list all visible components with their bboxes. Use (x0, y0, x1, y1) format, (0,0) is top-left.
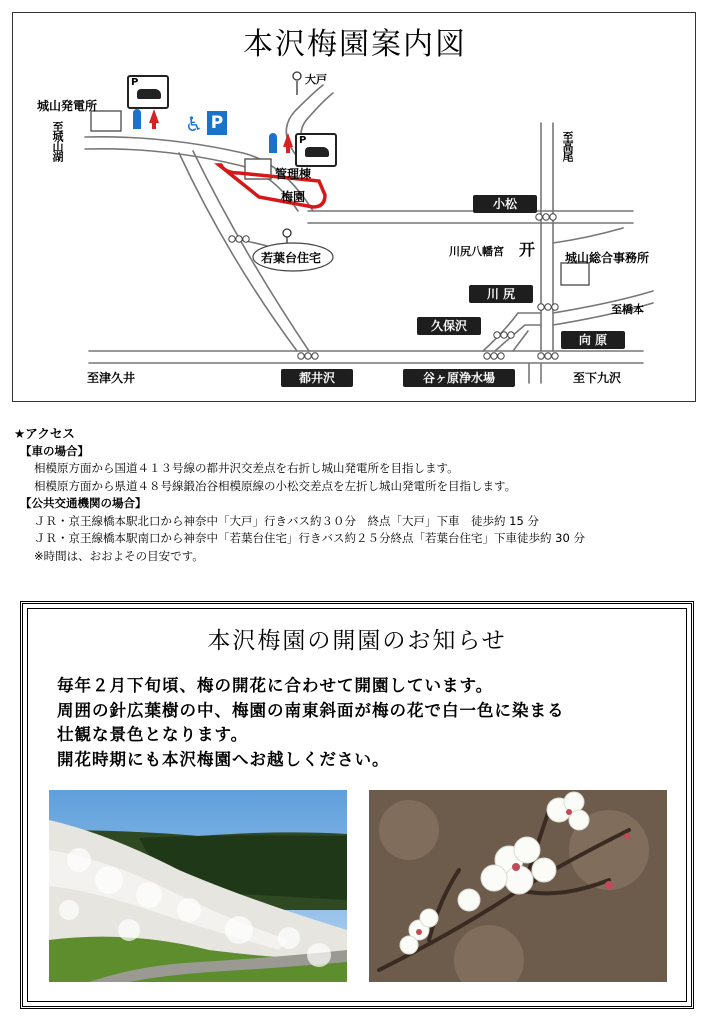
notice-line: 開花時期にも本沢梅園へお越しください。 (57, 749, 390, 769)
car-line: 相模原方面から県道４８号線鍛冶谷相模原線の小松交差点を左折し城山発電所を目指します。 (34, 478, 517, 493)
parking-icon: P (295, 133, 337, 167)
car-icon (137, 89, 161, 99)
guide-map (12, 12, 696, 402)
notice-line: 周囲の針広葉樹の中、梅園の南東斜面が梅の花で白一色に染まる (57, 700, 565, 720)
notice-line: 壮観な景色となります。 (57, 725, 249, 744)
notice-title: 本沢梅園の開園のお知らせ (207, 628, 507, 654)
restroom-icon (267, 133, 295, 155)
restroom-icon (131, 109, 163, 131)
label-shiroyama-office: 城山総合事務所 (565, 251, 650, 265)
notice-line: 毎年２月下旬頃、梅の開花に合わせて開園しています。 (57, 676, 494, 695)
label-to-takao: 至高尾 (561, 131, 574, 161)
opening-notice (20, 601, 694, 1009)
time-note: ※時間は、おおよその目安です。 (34, 548, 204, 563)
transit-line: ＪＲ・京王線橋本駅南口から神奈中「若葉台住宅」行きバス約２５分終点「若葉台住宅」下車徒歩約 30 分 (34, 531, 585, 545)
label-to-hashimoto: 至橋本 (611, 303, 644, 316)
plum-blossom-photo (369, 790, 667, 982)
label-kawajiri: 川 尻 (469, 285, 533, 303)
label-yagahara: 谷ヶ原浄水場 (403, 369, 515, 387)
notice-body (57, 674, 565, 772)
label-to-tsukui: 至津久井 (87, 371, 136, 385)
label-shiroyama-power: 城山発電所 (37, 99, 98, 113)
parking-icon: P (127, 75, 169, 109)
label-kubosawa: 久保沢 (417, 317, 481, 335)
car-line: 相模原方面から国道４１３号線の都井沢交差点を右折し城山発電所を目指します。 (34, 461, 459, 475)
transit-heading: 【公共交通機関の場合】 (20, 496, 147, 510)
label-kawajiri-hachimangu: 川尻八幡宮 (449, 245, 504, 258)
label-to-shiroyama-lake: 至城山湖 (51, 121, 64, 161)
transit-line: ＪＲ・京王線橋本駅北口から神奈中「大戸」行きバス約３０分 終点「大戸」下車 徒歩約 15 分 (34, 513, 539, 528)
shrine-icon: 开 (519, 240, 536, 259)
access-section (14, 425, 704, 565)
access-heading: ★アクセス (14, 426, 75, 441)
label-tsuisawa: 都井沢 (281, 369, 353, 387)
label-komatsu: 小松 (473, 195, 537, 213)
label-wakabadai: 若葉台住宅 (261, 251, 322, 265)
label-kanritou: 管理棟 (275, 167, 312, 181)
accessible-parking-icon: P (207, 111, 227, 135)
label-oodo: 大戸 (305, 73, 327, 86)
label-to-shimokuzawa: 至下九沢 (573, 371, 622, 385)
wheelchair-icon: ♿ (185, 112, 203, 136)
map-title: 本沢梅園案内図 (243, 27, 467, 62)
label-baien: 梅園 (281, 190, 306, 204)
car-heading: 【車の場合】 (20, 443, 89, 458)
plum-grove-photo (49, 790, 347, 982)
car-icon (305, 147, 329, 157)
label-mukaihara: 向 原 (561, 331, 625, 349)
